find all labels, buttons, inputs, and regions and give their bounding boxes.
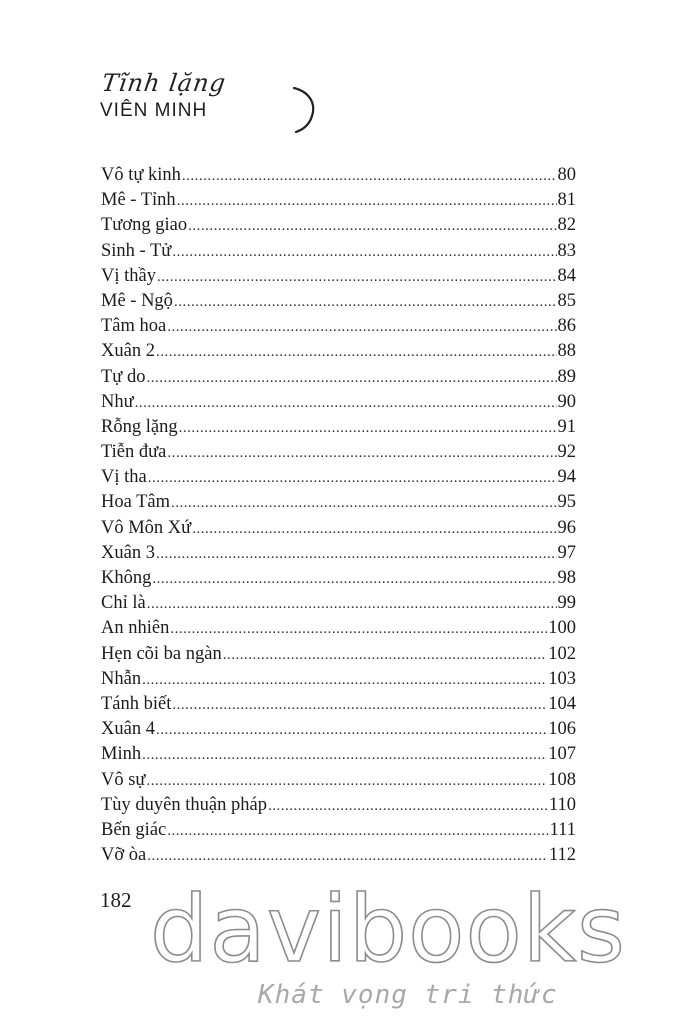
watermark-slogan: Khát vọng tri thức — [258, 980, 558, 1010]
toc-entry-page: 82 — [557, 215, 576, 236]
toc-entry — [101, 415, 576, 440]
toc-entry — [101, 490, 576, 515]
toc-leader-dots — [170, 617, 547, 642]
toc-entry-title: Vô sự — [101, 769, 146, 790]
toc-entry-page: 108 — [548, 769, 576, 790]
toc-entry-title: Nhẫn — [101, 668, 142, 689]
toc-entry-title: Tự do — [101, 366, 146, 387]
toc-entry-page: 112 — [548, 845, 576, 866]
toc-leader-dots — [177, 189, 557, 214]
toc-entry — [101, 742, 576, 767]
toc-leader-dots — [171, 491, 556, 516]
toc-leader-dots — [152, 567, 556, 592]
toc-entry-page: 86 — [557, 316, 576, 337]
toc-leader-dots — [167, 819, 548, 844]
toc-leader-dots — [142, 668, 547, 693]
toc-leader-dots — [157, 265, 557, 290]
toc-entry-title: Mê - Tỉnh — [101, 190, 176, 211]
toc-entry-title: Mê - Ngộ — [101, 290, 173, 311]
toc-entry-page: 95 — [557, 492, 576, 513]
toc-entry-page: 83 — [557, 240, 576, 261]
toc-entry-page: 88 — [557, 341, 576, 362]
toc-entry-title: Bến giác — [101, 819, 167, 840]
toc-leader-dots — [147, 592, 557, 617]
toc-entry — [101, 541, 576, 566]
toc-entry — [101, 163, 576, 188]
toc-entry — [101, 768, 576, 793]
toc-entry-page: 84 — [557, 265, 576, 286]
toc-leader-dots — [179, 416, 557, 441]
toc-leader-dots — [148, 466, 557, 491]
toc-leader-dots — [188, 214, 556, 239]
toc-leader-dots — [146, 366, 556, 391]
toc-entry-title: Sinh - Tử — [101, 240, 172, 261]
toc-entry-page: 103 — [548, 668, 576, 689]
toc-entry — [101, 591, 576, 616]
toc-entry-title: Không — [101, 568, 152, 588]
toc-entry — [101, 390, 576, 415]
toc-entry — [101, 239, 576, 264]
toc-entry — [101, 440, 576, 465]
toc-entry-title: Xuân 4 — [101, 719, 155, 740]
toc-entry-page: 99 — [557, 593, 576, 614]
toc-entry — [101, 264, 576, 289]
toc-leader-dots — [156, 718, 547, 743]
toc-entry-page: 85 — [557, 290, 576, 311]
toc-leader-dots — [146, 769, 547, 794]
toc-entry — [101, 616, 576, 641]
toc-entry-title: Xuân 3 — [101, 542, 155, 563]
toc-entry-title: Xuân 2 — [101, 341, 155, 362]
toc-entry-page: 94 — [557, 467, 576, 488]
toc-entry-page: 98 — [557, 568, 576, 588]
toc-entry — [101, 289, 576, 314]
toc-entry-title: Tương giao — [101, 215, 188, 236]
toc-entry-title: Vỡ òa — [101, 845, 147, 866]
toc-entry-page: 96 — [557, 517, 576, 538]
toc-entry — [101, 339, 576, 364]
toc-entry — [101, 818, 576, 843]
toc-leader-dots — [135, 391, 557, 416]
toc-entry-title: Hẹn cõi ba ngàn — [101, 643, 222, 664]
toc-entry-page: 110 — [548, 794, 576, 815]
toc-leader-dots — [268, 794, 548, 819]
toc-entry-page: 80 — [557, 165, 576, 185]
toc-entry — [101, 314, 576, 339]
toc-leader-dots — [156, 542, 557, 567]
watermark-brand: davibooks — [150, 876, 626, 983]
page-number: 182 — [100, 888, 132, 912]
toc-leader-dots — [172, 240, 556, 265]
toc-entry — [101, 465, 576, 490]
toc-entry — [101, 188, 576, 213]
toc-entry-page: 106 — [548, 719, 576, 740]
toc-entry — [101, 667, 576, 692]
toc-leader-dots — [156, 340, 557, 365]
toc-entry — [101, 365, 576, 390]
toc-entry-title: Tùy duyên thuận pháp — [101, 794, 267, 815]
author-name: VIÊN MINH — [100, 100, 208, 121]
toc-entry-title: An nhiên — [101, 618, 170, 639]
toc-entry-title: Tánh biết — [101, 693, 172, 714]
toc-leader-dots — [142, 743, 547, 768]
toc-entry-page: 81 — [557, 190, 576, 211]
toc-entry — [101, 642, 576, 667]
toc-entry-title: Minh — [101, 744, 142, 765]
toc-entry-page: 90 — [557, 391, 576, 412]
toc-entry-title: Rỗng lặng — [101, 416, 178, 437]
toc-leader-dots — [182, 164, 557, 189]
toc-entry-page: 89 — [557, 366, 576, 387]
toc-leader-dots — [192, 517, 556, 542]
toc-entry-title: Như — [101, 391, 134, 412]
toc-entry-page: 92 — [557, 442, 576, 463]
toc-entry — [101, 692, 576, 717]
toc-leader-dots — [172, 693, 547, 718]
toc-entry-title: Vị thầy — [101, 265, 156, 286]
toc-entry-title: Chỉ là — [101, 593, 146, 614]
toc-entry — [101, 843, 576, 868]
book-title: Tĩnh lặng — [100, 69, 228, 97]
toc-entry-title: Vị tha — [101, 467, 147, 488]
toc-entry-title: Tiễn đưa — [101, 442, 167, 463]
toc-leader-dots — [174, 290, 557, 315]
toc-entry — [101, 566, 576, 591]
title-swash-icon — [290, 86, 324, 134]
toc-entry-page: 102 — [548, 643, 576, 664]
toc-entry-page: 107 — [548, 744, 576, 765]
toc-entry — [101, 213, 576, 238]
toc-entry-title: Vô tự kinh — [101, 165, 181, 185]
toc-entry-page: 97 — [557, 542, 576, 563]
toc-entry-page: 111 — [549, 819, 576, 840]
toc-entry — [101, 516, 576, 541]
book-header — [100, 70, 226, 122]
toc-entry-page: 91 — [557, 416, 576, 437]
toc-entry — [101, 717, 576, 742]
table-of-contents — [101, 163, 576, 868]
toc-entry-title: Vô Môn Xứ — [101, 517, 192, 538]
toc-entry-page: 104 — [548, 693, 576, 714]
toc-entry-title: Hoa Tâm — [101, 492, 171, 513]
toc-leader-dots — [223, 643, 548, 668]
toc-leader-dots — [167, 315, 556, 340]
toc-entry — [101, 793, 576, 818]
toc-entry-title: Tâm hoa — [101, 316, 167, 337]
toc-leader-dots — [167, 441, 556, 466]
toc-entry-page: 100 — [548, 618, 576, 639]
toc-leader-dots — [147, 844, 548, 869]
